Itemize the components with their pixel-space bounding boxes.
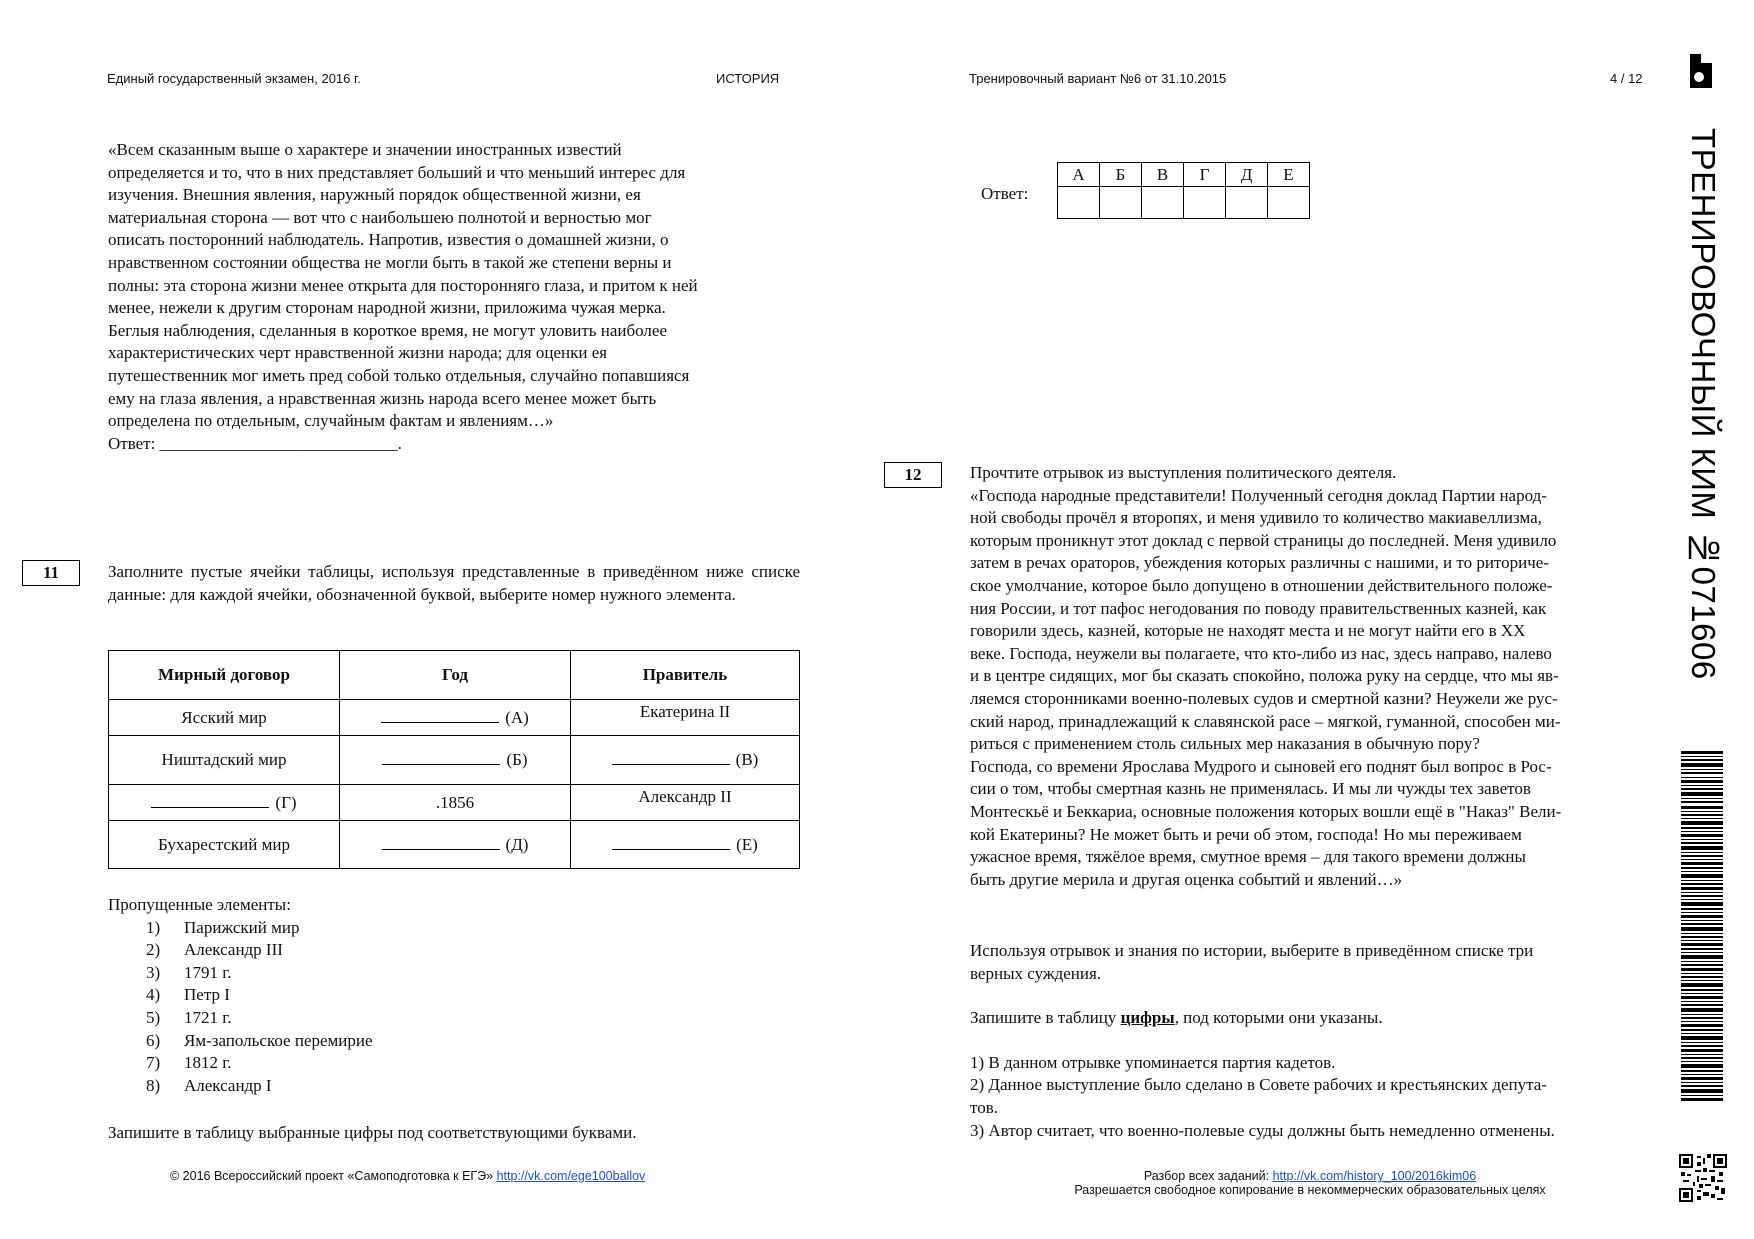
item-text: Александр III <box>184 940 283 960</box>
cell-letter: (А) <box>505 707 529 727</box>
q11-instruction: Заполните пустые ячейки таблицы, используя представленные в приведённом ниже списке данные: для каждой ячейки, обозначенной буквой, выберите номер нужного элемента. <box>108 562 800 604</box>
vertical-kim-title: ТРЕНИРОВОЧНЫЙ КИМ №071606 <box>1685 128 1722 680</box>
barcode-icon <box>1681 751 1723 1103</box>
list-item <box>108 939 708 962</box>
option-item: 3) Автор считает, что военно-полевые суды должны быть немедленно отменены. <box>970 1120 1555 1140</box>
item-number: 4) <box>146 985 161 1005</box>
speech-line: ский народ, принадлежащий к славянской расе – мягкой, гуманной, способен ми- <box>970 711 1561 731</box>
item-number: 1) <box>146 917 161 937</box>
corner-logo-icon <box>1690 54 1712 88</box>
answer-line[interactable] <box>108 433 808 456</box>
speech-line: «Господа народные представители! Полученный сегодня доклад Партии народ- <box>970 485 1547 505</box>
excerpt-line: полны: эта сторона жизни менее открыта для посторонняго глаза, и притом к ней <box>108 275 698 295</box>
cell-treaty-blank[interactable] <box>109 785 340 821</box>
footer-copyright: © 2016 Всероссийский проект «Самоподготовка к ЕГЭ» <box>170 1169 494 1183</box>
answer-letter-d: Д <box>1226 163 1268 187</box>
excerpt-line: Беглыя наблюдения, сделанныя в короткое время, не могут уловить наиболее <box>108 320 668 340</box>
item-number: 5) <box>146 1007 161 1027</box>
cell-letter: (В) <box>735 750 759 769</box>
cell-ruler-blank[interactable] <box>571 736 800 785</box>
speech-line: ной свободы прочёл я второпях, и меня удивило то количество макиавеллизма, <box>970 508 1542 528</box>
footer-right-text: Разбор всех заданий: <box>1143 1169 1270 1183</box>
speech-line: риться с применением столь сильных мер наказания в обычную пору? <box>970 734 1480 754</box>
cell-year-blank[interactable] <box>340 700 571 736</box>
answer-letter-b: Б <box>1100 163 1142 187</box>
cell-treaty: Ништадский мир <box>109 736 340 785</box>
item-text: Александр I <box>184 1075 272 1095</box>
item-text: 1791 г. <box>184 962 232 982</box>
cell-letter: (Е) <box>736 834 758 854</box>
question-number-12: 12 <box>884 462 942 488</box>
cell-ruler-blank[interactable] <box>571 821 800 869</box>
list-item <box>108 1007 708 1030</box>
excerpt-line: ему на глаза явления, а нравственная жизнь народа всего менее может быть <box>108 388 657 408</box>
header-page-number: 4 / 12 <box>1610 71 1643 86</box>
q12-intro: Прочтите отрывок из выступления политического деятеля. <box>970 463 1397 482</box>
speech-line: сии о том, чтобы смертная казнь не применялась. И мы ли чужды тех заветов <box>970 779 1531 799</box>
q12-task <box>970 940 1664 1142</box>
cell-year-blank[interactable] <box>340 736 571 785</box>
speech-line: которым проникнут этот доклад с первой страницы до последней. Меня удивило <box>970 530 1557 550</box>
speech-line: ское умолчание, которое было допущено в отношении действительного положе- <box>970 575 1553 595</box>
answer-letter-g: Г <box>1184 163 1226 187</box>
table-row <box>109 736 800 785</box>
answer-cell[interactable] <box>1058 187 1100 219</box>
table-row <box>109 785 800 821</box>
write-suffix: , под которыми они указаны. <box>1174 1008 1383 1028</box>
task-line: верных суждения. <box>970 963 1102 983</box>
task-line: Используя отрывок и знания по истории, выберите в приведённом списке три <box>970 941 1534 960</box>
table-row <box>109 700 800 736</box>
write-prefix: Запишите в таблицу <box>970 1008 1121 1028</box>
footer-right <box>1030 1169 1590 1197</box>
list-item <box>108 984 708 1007</box>
list-item <box>108 917 708 940</box>
answer-cell[interactable] <box>1142 187 1184 219</box>
q12-body <box>970 462 1664 891</box>
excerpt-line: «Всем сказанным выше о характере и значении иностранных известий <box>108 140 622 159</box>
answer-blank[interactable]: ____________________________. <box>159 433 402 453</box>
excerpt-line: путешественник мог иметь пред собой только отдельныя, случайно попавшияся <box>108 365 690 385</box>
footer-left-link[interactable]: http://vk.com/ege100ballov <box>496 1169 646 1183</box>
excerpt-line: определена по отдельным, случайным фактам и явлениям…» <box>108 411 554 431</box>
list-item <box>108 962 708 985</box>
speech-line: ния России, и тот пафос негодования по поводу правительственных казней, как <box>970 598 1547 618</box>
missing-elements <box>108 894 708 1097</box>
answer-cell[interactable] <box>1226 187 1268 219</box>
answer-label: Ответ: <box>108 433 156 453</box>
cell-ruler: Екатерина II <box>571 700 800 736</box>
excerpt-line: определяется и то, что в них представляет больший и что меньший интерес для <box>108 162 686 182</box>
cell-year: .1856 <box>340 785 571 821</box>
col-header-ruler: Правитель <box>571 651 800 700</box>
speech-line: Господа, со времени Ярослава Мудрого и сыновей его поднят был вопрос в Рос- <box>970 756 1552 776</box>
cell-year-blank[interactable] <box>340 821 571 869</box>
footer-right-line2: Разрешается свободное копирование в некоммерческих образовательных целях <box>1074 1183 1546 1197</box>
answer-label: Ответ: <box>981 184 1029 203</box>
item-text: Парижский мир <box>184 917 300 937</box>
footer-left <box>170 1169 645 1183</box>
answer-letter-v: В <box>1142 163 1184 187</box>
table-row <box>109 821 800 869</box>
footer-right-link[interactable]: http://vk.com/history_100/2016kim06 <box>1272 1169 1477 1183</box>
item-text: Ям-запольское перемирие <box>184 1030 373 1050</box>
speech-line: Монтескьё и Беккариа, основные положения которых вошли ещё в "Наказ" Вели- <box>970 801 1562 821</box>
item-text: 1721 г. <box>184 1007 232 1027</box>
answer-cell[interactable] <box>1100 187 1142 219</box>
speech-line: ужасное время, тяжёлое время, смутное время – для такого времени должны <box>970 847 1526 867</box>
excerpt-line: нравственном состоянии общества не могли быть в такой же степени верны и <box>108 252 672 272</box>
option-item: 1) В данном отрывке упоминается партия кадетов. <box>970 1052 1336 1072</box>
answer-letter-a: А <box>1058 163 1100 187</box>
header-subject: ИСТОРИЯ <box>716 71 780 86</box>
item-number: 3) <box>146 962 161 982</box>
cell-letter: (Д) <box>505 834 529 854</box>
item-number: 7) <box>146 1053 161 1073</box>
col-header-year: Год <box>340 651 571 700</box>
cell-treaty: Ясский мир <box>109 700 340 736</box>
list-item <box>108 1030 708 1053</box>
cell-letter: (Г) <box>275 792 297 812</box>
excerpt-line: менее, нежели к другим сторонам народной жизни, приложима чужая мерка. <box>108 298 666 318</box>
speech-line: затем в речах ораторов, убеждения которых различны с нашими, и то риториче- <box>970 553 1549 573</box>
header-exam-title: Единый государственный экзамен, 2016 г. <box>107 71 361 86</box>
write-instruction <box>970 1007 1664 1030</box>
list-item <box>108 1075 708 1098</box>
excerpt-line: материальная сторона — вот что с наибольшею полнотой и верностью мог <box>108 207 652 227</box>
treaty-table <box>108 650 800 869</box>
q11-write-instruction: Запишите в таблицу выбранные цифры под соответствующими буквами. <box>108 1123 637 1142</box>
speech-line: веке. Господа, неужели вы полагаете, что кто-либо из нас, здесь направо, налево <box>970 643 1552 663</box>
list-item <box>108 1052 708 1075</box>
header-variant: Тренировочный вариант №6 от 31.10.2015 <box>969 71 1227 86</box>
item-text: 1812 г. <box>184 1053 232 1073</box>
col-header-treaty: Мирный договор <box>109 651 340 700</box>
q10-excerpt <box>108 139 808 455</box>
answer-table <box>1057 162 1310 219</box>
answer-cell[interactable] <box>1268 187 1310 219</box>
option-item: 2) Данное выступление было сделано в Совете рабочих и крестьянских депута- <box>970 1075 1547 1095</box>
excerpt-line: характеристических черт нравственной жизни народа; для оценки ея <box>108 343 608 363</box>
write-bold: цифры <box>1120 1008 1175 1028</box>
missing-title: Пропущенные элементы: <box>108 895 291 914</box>
footer-right-line1 <box>1030 1169 1590 1183</box>
excerpt-line: описать посторонний наблюдатель. Напротив, известия о домашней жизни, о <box>108 230 669 250</box>
item-number: 6) <box>146 1030 161 1050</box>
speech-line: кой Екатерины? Не может быть и речи об этом, господа! Но мы переживаем <box>970 824 1522 844</box>
answer-cell[interactable] <box>1184 187 1226 219</box>
item-number: 8) <box>146 1075 161 1095</box>
speech-line: быть другие мерила и другая оценка событий и явлений…» <box>970 869 1403 889</box>
qr-code-icon <box>1679 1154 1727 1202</box>
question-number-11: 11 <box>22 560 80 586</box>
speech-line: говорили здесь, казней, которые не находят места и не могут найти его в XX <box>970 621 1526 641</box>
speech-line: ляемся сторонниками военно-полевых судов и смертной казни? Неужели же рус- <box>970 688 1558 708</box>
answer-letter-e: Е <box>1268 163 1310 187</box>
speech-line: и в центре сидящих, мог бы сказать спокойно, положа руку на сердце, что мы яв- <box>970 666 1559 686</box>
cell-letter: (Б) <box>506 750 528 769</box>
excerpt-line: изучения. Внешния явления, наружный порядок общественной жизни, ея <box>108 185 641 205</box>
cell-ruler: Александр II <box>571 785 800 821</box>
cell-treaty: Бухарестский мир <box>109 821 340 869</box>
item-number: 2) <box>146 940 161 960</box>
option-item: тов. <box>970 1097 998 1117</box>
item-text: Петр I <box>184 985 230 1005</box>
